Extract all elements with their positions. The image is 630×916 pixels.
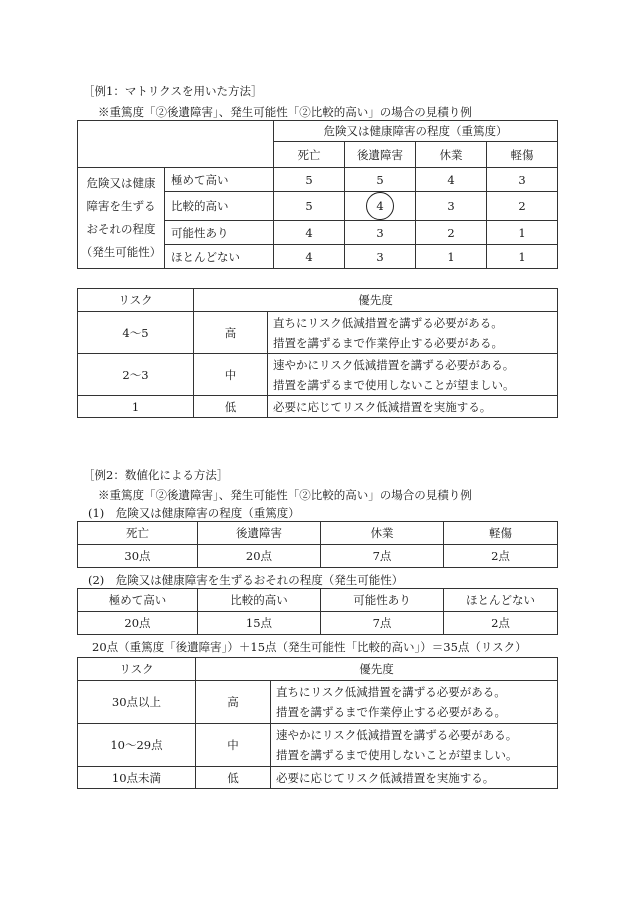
severity-header: 軽傷 bbox=[444, 522, 558, 545]
severity-points-table bbox=[77, 521, 558, 568]
likelihood-label-line: 障害を生ずる bbox=[86, 199, 156, 213]
likelihood-header: 可能性あり bbox=[321, 589, 444, 612]
matrix-cell: 4 bbox=[416, 168, 487, 192]
matrix-cell: 2 bbox=[487, 192, 558, 221]
likelihood-header: 比較的高い bbox=[198, 589, 321, 612]
likelihood-level-label: 比較的高い bbox=[165, 192, 274, 221]
priority-level: 高 bbox=[196, 681, 271, 724]
risk-range: 2～3 bbox=[78, 354, 194, 396]
action-line: 措置を講ずるまで作業停止する必要がある。 bbox=[273, 335, 503, 350]
priority-col-header: 優先度 bbox=[194, 289, 558, 312]
matrix-cell: 3 bbox=[345, 221, 416, 245]
severity-points: 2点 bbox=[444, 545, 558, 568]
matrix-cell: 4 bbox=[274, 221, 345, 245]
action-line: 必要に応じてリスク低減措置を実施する。 bbox=[276, 770, 495, 785]
severity-points: 30点 bbox=[78, 545, 198, 568]
risk-matrix-table bbox=[77, 120, 558, 269]
action-line: 直ちにリスク低減措置を講ずる必要がある。 bbox=[273, 315, 503, 330]
matrix-cell: 4 bbox=[274, 245, 345, 269]
likelihood-points: 7点 bbox=[321, 612, 444, 635]
likelihood-row-label bbox=[78, 168, 165, 269]
action-line: 速やかにリスク低減措置を講ずる必要がある。 bbox=[276, 728, 518, 742]
action-line: 措置を講ずるまで使用しないことが望ましい。 bbox=[273, 377, 515, 392]
priority-action bbox=[268, 396, 558, 418]
risk-range: 10点未満 bbox=[78, 767, 196, 789]
likelihood-points: 15点 bbox=[198, 612, 321, 635]
risk-range: 4～5 bbox=[78, 312, 194, 354]
risk-col-header: リスク bbox=[78, 658, 196, 681]
priority-level: 高 bbox=[194, 312, 268, 354]
risk-formula: 20点（重篤度「後遺障害」）＋15点（発生可能性「比較的高い」）＝35点（リスク） bbox=[92, 640, 527, 654]
ex1-note: ※重篤度「②後遺障害」、発生可能性「②比較的高い」の場合の見積り例 bbox=[98, 105, 472, 119]
likelihood-header: 極めて高い bbox=[78, 589, 198, 612]
matrix-cell: 1 bbox=[487, 221, 558, 245]
likelihood-points: 20点 bbox=[78, 612, 198, 635]
likelihood-label-line: おそれの程度 bbox=[86, 222, 156, 236]
risk-range: 10～29点 bbox=[78, 724, 196, 767]
action-line: 措置を講ずるまで使用しないことが望ましい。 bbox=[276, 748, 518, 762]
likelihood-header: ほとんどない bbox=[444, 589, 558, 612]
likelihood-label-line: 危険又は健康 bbox=[86, 176, 156, 190]
priority-action bbox=[268, 354, 558, 396]
priority-level: 中 bbox=[196, 724, 271, 767]
priority-action bbox=[271, 767, 558, 789]
severity-col-header: 死亡 bbox=[274, 142, 345, 168]
ex2-likelihood-subtitle: (2) 危険又は健康障害を生ずるおそれの程度（発生可能性） bbox=[88, 573, 404, 587]
action-line: 必要に応じてリスク低減措置を実施する。 bbox=[273, 399, 492, 414]
priority-col-header: 優先度 bbox=[196, 658, 558, 681]
severity-header: 休業 bbox=[321, 522, 444, 545]
ex1-heading: ［例1：マトリクスを用いた方法］ bbox=[83, 84, 263, 98]
priority-action bbox=[271, 681, 558, 724]
ex2-priority-table bbox=[77, 657, 558, 789]
ex2-severity-subtitle: (1) 危険又は健康障害の程度（重篤度） bbox=[88, 506, 300, 520]
matrix-cell: 1 bbox=[487, 245, 558, 269]
matrix-cell: 5 bbox=[274, 192, 345, 221]
matrix-cell: 3 bbox=[416, 192, 487, 221]
matrix-corner-cell bbox=[78, 121, 274, 168]
severity-col-header: 後遺障害 bbox=[345, 142, 416, 168]
circled-value: 4 bbox=[366, 192, 394, 220]
ex1-priority-table bbox=[77, 288, 558, 418]
likelihood-points-table bbox=[77, 588, 558, 635]
priority-level: 中 bbox=[194, 354, 268, 396]
risk-range: 30点以上 bbox=[78, 681, 196, 724]
action-line: 直ちにリスク低減措置を講ずる必要がある。 bbox=[276, 685, 506, 699]
priority-action bbox=[271, 724, 558, 767]
ex2-note: ※重篤度「②後遺障害」、発生可能性「②比較的高い」の場合の見積り例 bbox=[98, 488, 472, 502]
severity-col-header: 軽傷 bbox=[487, 142, 558, 168]
likelihood-points: 2点 bbox=[444, 612, 558, 635]
likelihood-level-label: 極めて高い bbox=[165, 168, 274, 192]
likelihood-level-label: ほとんどない bbox=[165, 245, 274, 269]
matrix-cell-highlighted bbox=[345, 192, 416, 221]
matrix-cell: 3 bbox=[345, 245, 416, 269]
matrix-cell: 3 bbox=[487, 168, 558, 192]
ex2-heading: ［例2：数値化による方法］ bbox=[83, 468, 229, 482]
priority-action bbox=[268, 312, 558, 354]
severity-points: 20点 bbox=[198, 545, 321, 568]
matrix-cell: 2 bbox=[416, 221, 487, 245]
action-line: 速やかにリスク低減措置を講ずる必要がある。 bbox=[273, 357, 515, 372]
likelihood-label-line: （発生可能性） bbox=[80, 245, 162, 259]
severity-header: 後遺障害 bbox=[198, 522, 321, 545]
priority-level: 低 bbox=[194, 396, 268, 418]
likelihood-level-label: 可能性あり bbox=[165, 221, 274, 245]
priority-level: 低 bbox=[196, 767, 271, 789]
matrix-cell: 5 bbox=[274, 168, 345, 192]
risk-range: 1 bbox=[78, 396, 194, 418]
severity-col-header: 休業 bbox=[416, 142, 487, 168]
matrix-cell: 5 bbox=[345, 168, 416, 192]
severity-header: 死亡 bbox=[78, 522, 198, 545]
matrix-cell: 1 bbox=[416, 245, 487, 269]
severity-points: 7点 bbox=[321, 545, 444, 568]
action-line: 措置を講ずるまで作業停止する必要がある。 bbox=[276, 705, 506, 719]
risk-col-header: リスク bbox=[78, 289, 194, 312]
matrix-severity-header: 危険又は健康障害の程度（重篤度） bbox=[274, 121, 558, 142]
